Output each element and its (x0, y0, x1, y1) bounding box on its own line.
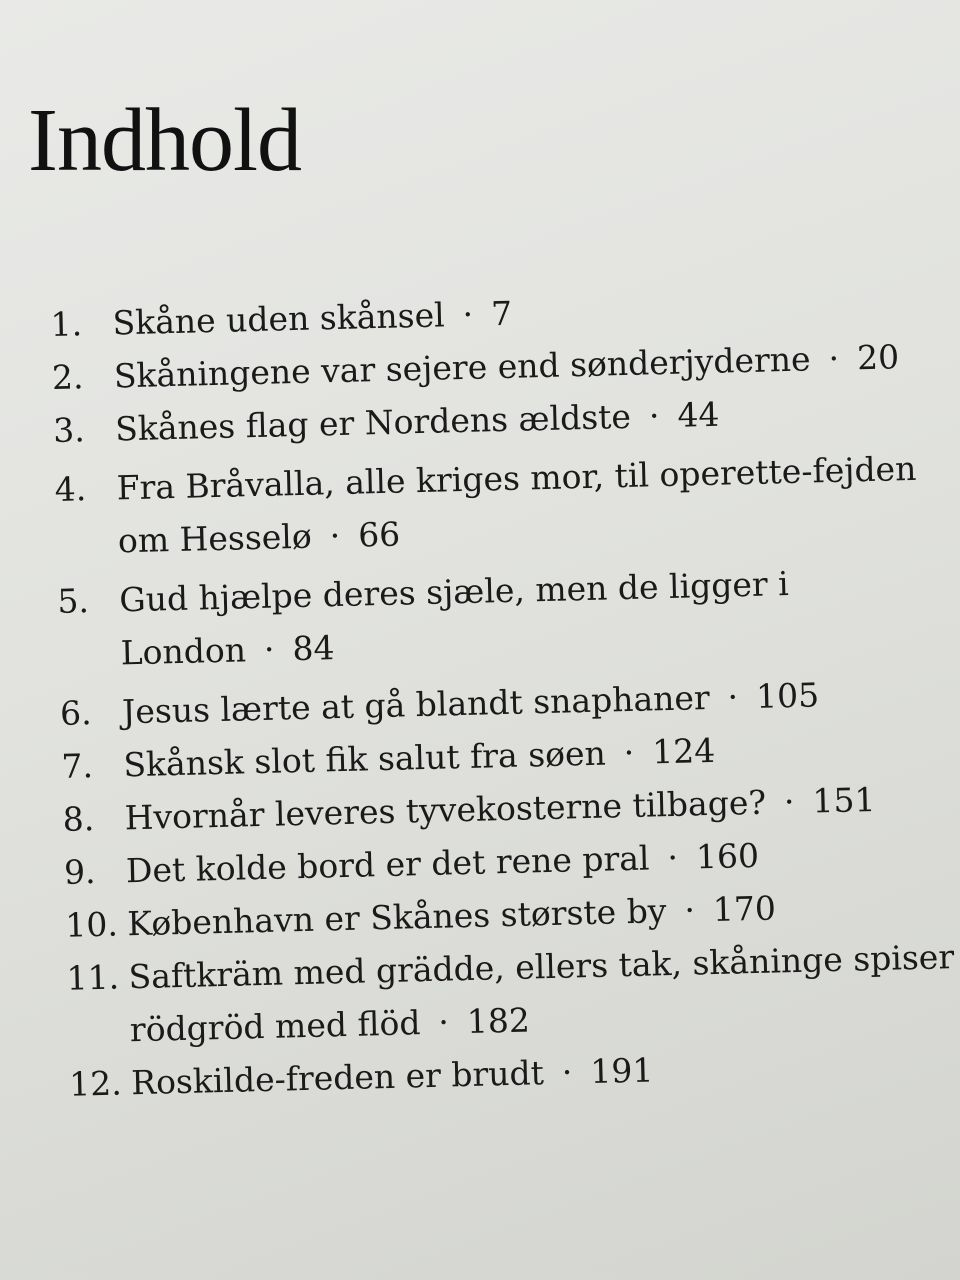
toc-entry-4 (54, 441, 956, 569)
table-of-contents (50, 276, 960, 1111)
toc-entry-5 (57, 553, 959, 681)
entry-title: Skånsk slot fik salut fra søen (122, 733, 607, 785)
entry-separator: · (727, 677, 739, 717)
entry-title: Skåningene var sejere end sønderjyderne (113, 339, 812, 396)
entry-page-number: 170 (712, 888, 777, 929)
entry-title-line-1: Fra Bråvalla, alle kriges mor, til operette-fejden (116, 448, 917, 508)
entry-separator: · (666, 837, 679, 878)
entry-title-line-1: Gud hjælpe deres sjæle, men de ligger i (118, 564, 790, 620)
entry-title-line-2: rödgröd med flöd (129, 1003, 421, 1050)
entry-separator: · (329, 515, 341, 556)
entry-title: Hvornår leveres tyvekosterne tilbage? (124, 782, 767, 838)
entry-title: Skåne uden skånsel (112, 295, 446, 343)
entry-page-number: 182 (466, 1000, 531, 1042)
entry-title-line-1: Saftkräm med grädde, ellers tak, skåninge spiser (128, 937, 955, 997)
entry-title-line-2: om Hesselø (117, 516, 313, 561)
entry-separator: · (683, 890, 696, 930)
entry-separator: · (623, 732, 635, 773)
entry-number: 1. (50, 304, 83, 344)
entry-number: 4. (54, 469, 87, 509)
entry-number: 2. (51, 357, 84, 397)
entry-separator: · (263, 629, 275, 669)
entry-title: Jesus lærte at gå blandt snaphaner (121, 678, 711, 732)
entry-separator: · (648, 396, 660, 436)
entry-title: København er Skånes største by (126, 891, 667, 944)
page-title: Indhold (28, 91, 301, 190)
entry-number: 8. (62, 799, 95, 839)
entry-page-number: 105 (755, 675, 820, 716)
entry-separator: · (561, 1052, 573, 1092)
entry-page-number: 66 (357, 514, 401, 555)
entry-number: 5. (56, 581, 90, 621)
entry-page-number: 160 (695, 835, 760, 877)
entry-page-number: 84 (291, 628, 335, 669)
entry-title: Roskilde-freden er brudt (130, 1053, 545, 1103)
entry-title-line-2: London (120, 630, 247, 673)
entry-separator: · (783, 781, 795, 822)
entry-number: 7. (60, 746, 94, 786)
entry-separator: · (828, 338, 840, 378)
entry-number: 10. (64, 904, 119, 945)
entry-page-number: 20 (856, 337, 900, 378)
entry-separator: · (462, 294, 474, 334)
entry-page-number: 124 (651, 730, 716, 772)
entry-page-number: 7 (490, 293, 513, 334)
entry-number: 9. (63, 852, 97, 892)
entry-title: Skånes flag er Nordens ældste (114, 396, 632, 449)
entry-separator: · (437, 1002, 450, 1042)
entry-page-number: 151 (812, 779, 876, 821)
entry-page-number: 191 (589, 1050, 654, 1092)
entry-number: 12. (68, 1063, 123, 1104)
entry-number: 6. (59, 693, 93, 733)
entry-title: Det kolde bord er det rene pral (125, 838, 650, 891)
entry-page-number: 44 (676, 394, 720, 435)
entry-number: 11. (66, 957, 120, 998)
entry-number: 3. (52, 410, 86, 450)
